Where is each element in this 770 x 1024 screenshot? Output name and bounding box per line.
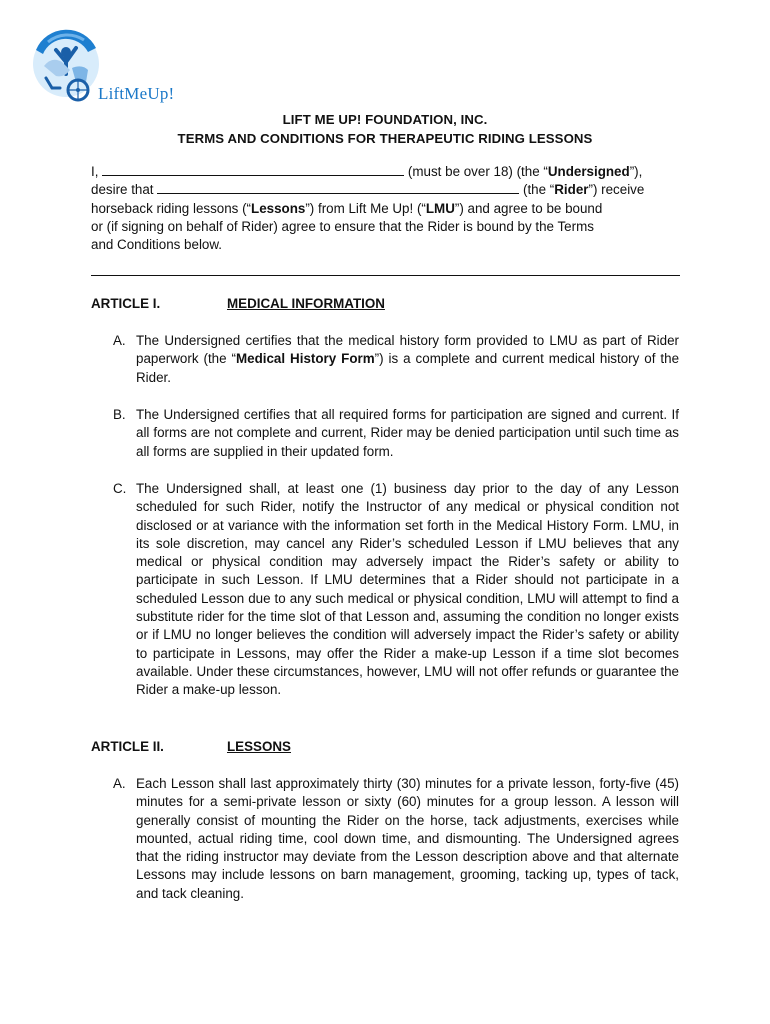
document-subtitle: TERMS AND CONDITIONS FOR THERAPEUTIC RIDING LESSONS: [177, 131, 593, 146]
intro-line-4: or (if signing on behalf of Rider) agree to ensure that the Rider is bound by the Terms: [91, 218, 594, 234]
article-1-title: MEDICAL INFORMATION: [227, 296, 385, 311]
article-2-item-a: A. Each Lesson shall last approximately thirty (30) minutes for a private lesson, forty-five (45) minutes for a semi-private lesson or sixty (60) minutes for a group lesson. A lesson will generally consist of mounting the Rider on the horse, tack adjustments, exercises while mounted, actual riding time, cool down time, and dismounting. The Undersigned agrees that the riding instructor may deviate from the Lesson description above and that alternate Lessons may include lessons on barn management, grooming, tacking up, types of tack, and tack cleaning.: [113, 776, 679, 901]
article-1-number: ARTICLE I.: [91, 296, 161, 311]
document-title: LIFT ME UP! FOUNDATION, INC.: [282, 112, 488, 127]
intro-paragraph: [91, 163, 679, 254]
logo-emblem-icon: [26, 26, 106, 106]
article-2-title: LESSONS: [227, 739, 291, 754]
rider-name-blank[interactable]: [157, 182, 519, 194]
logo-text: LiftMeUp!: [98, 84, 175, 103]
intro-line-3: horseback riding lessons (“Lessons”) from Lift Me Up! (“LMU”) and agree to be bound: [91, 200, 603, 216]
article-2-number: ARTICLE II.: [91, 739, 164, 754]
section-divider: [91, 275, 680, 276]
intro-line-5: and Conditions below.: [91, 237, 223, 253]
lift-me-up-logo: [26, 26, 176, 108]
undersigned-name-blank[interactable]: [102, 164, 404, 176]
intro-line-1: I, (must be over 18) (the “Undersigned”),: [91, 164, 643, 179]
article-1-item-c: C. The Undersigned shall, at least one (1) business day prior to the day of any Lesson scheduled for such Rider, notify the Instructor of any medical or physical condition not disclosed or at variance with the information set forth in the Medical History Form. LMU, in its sole discretion, may cancel any Rider’s scheduled Lesson if LMU believes that any medical or physical condition may adversely impact the Rider’s safety or ability to participate in such Lesson. If LMU determines that a Rider should not participate in a scheduled Lesson due to any such medical or physical condition, LMU will attempt to find a substitute rider for the time slot of that Lesson and, assuming the condition no longer exists or if LMU no longer believes the condition will adversely impact the Rider’s safety or ability to participate in Lessons, may offer the Rider a make-up Lesson if a time slot becomes available. Under these circumstances, however, LMU will not offer refunds or guarantee the Rider a make-up lesson.: [113, 481, 679, 698]
intro-line-2: desire that (the “Rider”) receive: [91, 182, 645, 198]
article-1-item-a: A. The Undersigned certifies that the medical history form provided to LMU as part of Rider paperwork (the “Medical History Form”) is a complete and current medical history of the Rider.: [113, 333, 680, 385]
article-1-item-b: B. The Undersigned certifies that all required forms for participation are signed and current. If all forms are not complete and current, Rider may be denied participation until such time as all forms are supplied in their updated form.: [113, 407, 679, 459]
